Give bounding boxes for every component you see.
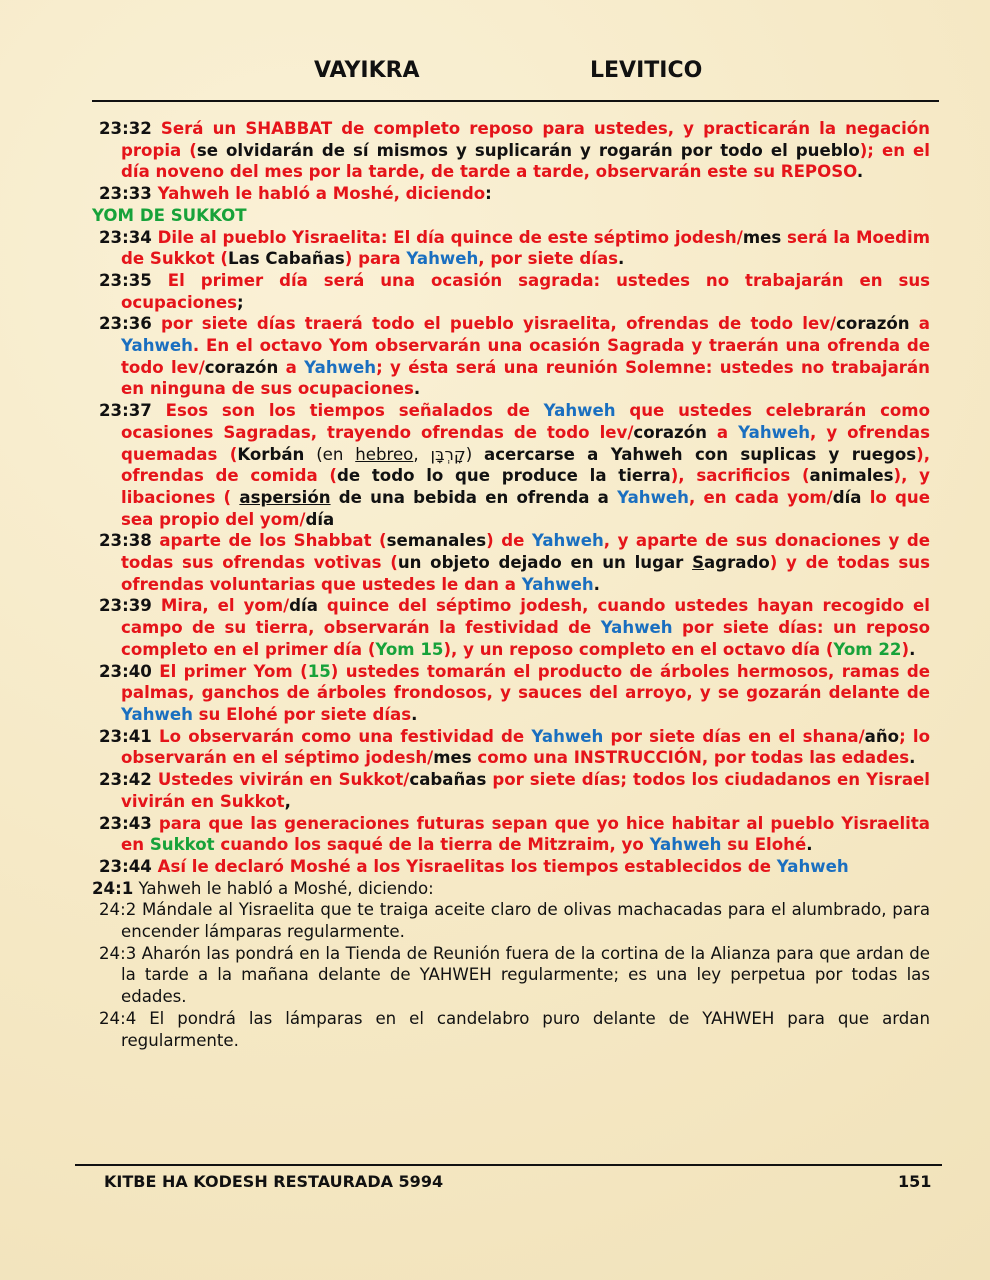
verse-23-38: 23:38 aparte de los Shabbat (semanales) de Yahweh, y aparte de sus donaciones y de todas sus ofrendas votivas (un objeto dejado en un lugar Sagrado) y de todas sus ofrendas voluntarias que ustedes le dan a Yahweh. [99,531,931,594]
verse-23-35: 23:35 El primer día será una ocasión sagrada: ustedes no trabajarán en sus ocupaciones; [99,270,931,312]
verse-23-39: 23:39 Mira, el yom/día quince del séptimo jodesh, cuando ustedes hayan recogido el campo de su tierra, observarán la festividad de Yahweh por siete días: un reposo completo en el primer día (Yom 15), y un reposo completo en el octavo día (Yom 22). [99,596,930,659]
verse-number: 23:44 [99,856,152,876]
verse-number: 23:34 [99,227,152,247]
verse-24-2: 24:2 Mándale al Yisraelita que te traiga aceite claro de olivas machacadas para el alumbrado, para encender lámparas regularmente. [99,900,930,942]
verse-23-42: 23:42 Ustedes vivirán en Sukkot/cabañas por siete días; todos los ciudadanos en Yisrael vivirán en Sukkot, [99,770,930,811]
verse-number: 23:36 [99,314,152,334]
verse-number: 23:39 [99,596,152,616]
verse-23-44: 23:44 Así le declaró Moshé a los Yisraelitas los tiempos establecidos de Yahweh [99,856,849,876]
footer-divider [75,1164,942,1166]
verse-number: 23:33 [99,184,152,204]
scripture-text [92,118,930,1051]
verse-23-33: 23:33 Yahweh le habló a Moshé, diciendo: [99,184,492,204]
verse-23-36: 23:36 por siete días traerá todo el pueblo yisraelita, ofrendas de todo lev/corazón a Yahweh. En el octavo Yom observarán una ocasión Sagrada y traerán una ofrenda de todo lev/corazón a Yahweh; y ésta será una reunión Solemne: ustedes no trabajarán en ninguna de sus ocupaciones. [99,314,931,399]
verse-24-3: 24:3 Aharón las pondrá en la Tienda de Reunión fuera de la cortina de la Alianza para que ardan de la tarde a la mañana delante de YAHWEH regularmente; es una ley perpetua por todas las edades. [99,943,930,1007]
verse-number: 23:35 [99,270,152,290]
verse-23-34: 23:34 Dile al pueblo Yisraelita: El día quince de este séptimo jodesh/mes será la Moedim de Sukkot (Las Cabañas) para Yahweh, por siete días. [99,227,931,269]
book-title-spanish: LEVITICO [590,58,703,83]
verse-number: 24:3 [99,943,137,963]
section-heading: YOM DE SUKKOT [92,205,247,225]
verse-number: 23:43 [99,813,152,833]
verse-24-4: 24:4 El pondrá las lámparas en el candelabro puro delante de YAHWEH para que ardan regularmente. [99,1008,930,1050]
page-header [0,58,990,90]
verse-number: 23:40 [99,661,152,681]
verse-number: 23:42 [99,770,152,790]
verse-23-43: 23:43 para que las generaciones futuras sepan que yo hice habitar al pueblo Yisraelita en Sukkot cuando los saqué de la tierra de Mitzraim, yo Yahweh su Elohé. [99,813,930,855]
verse-number: 23:41 [99,726,152,746]
verse-number: 23:37 [99,401,152,421]
verse-24-1: 24:1 Yahweh le habló a Moshé, diciendo: [92,878,434,898]
page-footer [0,1172,990,1194]
book-title-hebrew: VAYIKRA [314,58,420,83]
verse-number: 24:2 [99,900,137,920]
verse-23-40: 23:40 El primer Yom (15) ustedes tomarán el producto de árboles hermosos, ramas de palmas, ganchos de árboles frondosos, y sauces del arroyo, y se gozarán delante de Yahweh su Elohé por siete días. [99,661,930,724]
header-divider [92,100,939,102]
verse-number: 23:38 [99,531,152,551]
verse-23-41: 23:41 Lo observarán como una festividad de Yahweh por siete días en el shana/año; lo observarán en el séptimo jodesh/mes como una INSTRUCCIÓN, por todas las edades. [99,726,930,768]
page-number: 151 [898,1172,932,1191]
verse-number: 23:32 [99,119,152,138]
verse-number: 24:4 [99,1008,137,1028]
verse-number: 24:1 [92,878,134,898]
verse-23-37: 23:37 Esos son los tiempos señalados de Yahweh que ustedes celebrarán como ocasiones Sagradas, trayendo ofrendas de todo lev/corazón a Yahweh, y ofrendas quemadas (Korbán (en hebreo, קָרְבָּן) acercarse a Yahweh con suplicas y ruegos), ofrendas de comida (de todo lo que produce la tierra), sacrificios (animales), y libaciones ( aspersión de una bebida en ofrenda a Yahweh, en cada yom/día lo que sea propio del yom/día [99,401,931,529]
footer-title: KITBE HA KODESH RESTAURADA 5994 [104,1172,444,1191]
verse-23-32: 23:32 Será un SHABBAT de completo reposo para ustedes, y practicarán la negación propia (se olvidarán de sí mismos y suplicarán y rogarán por todo el pueblo); en el día noveno del mes por la tarde, de tarde a tarde, observarán este su REPOSO. [99,119,930,182]
